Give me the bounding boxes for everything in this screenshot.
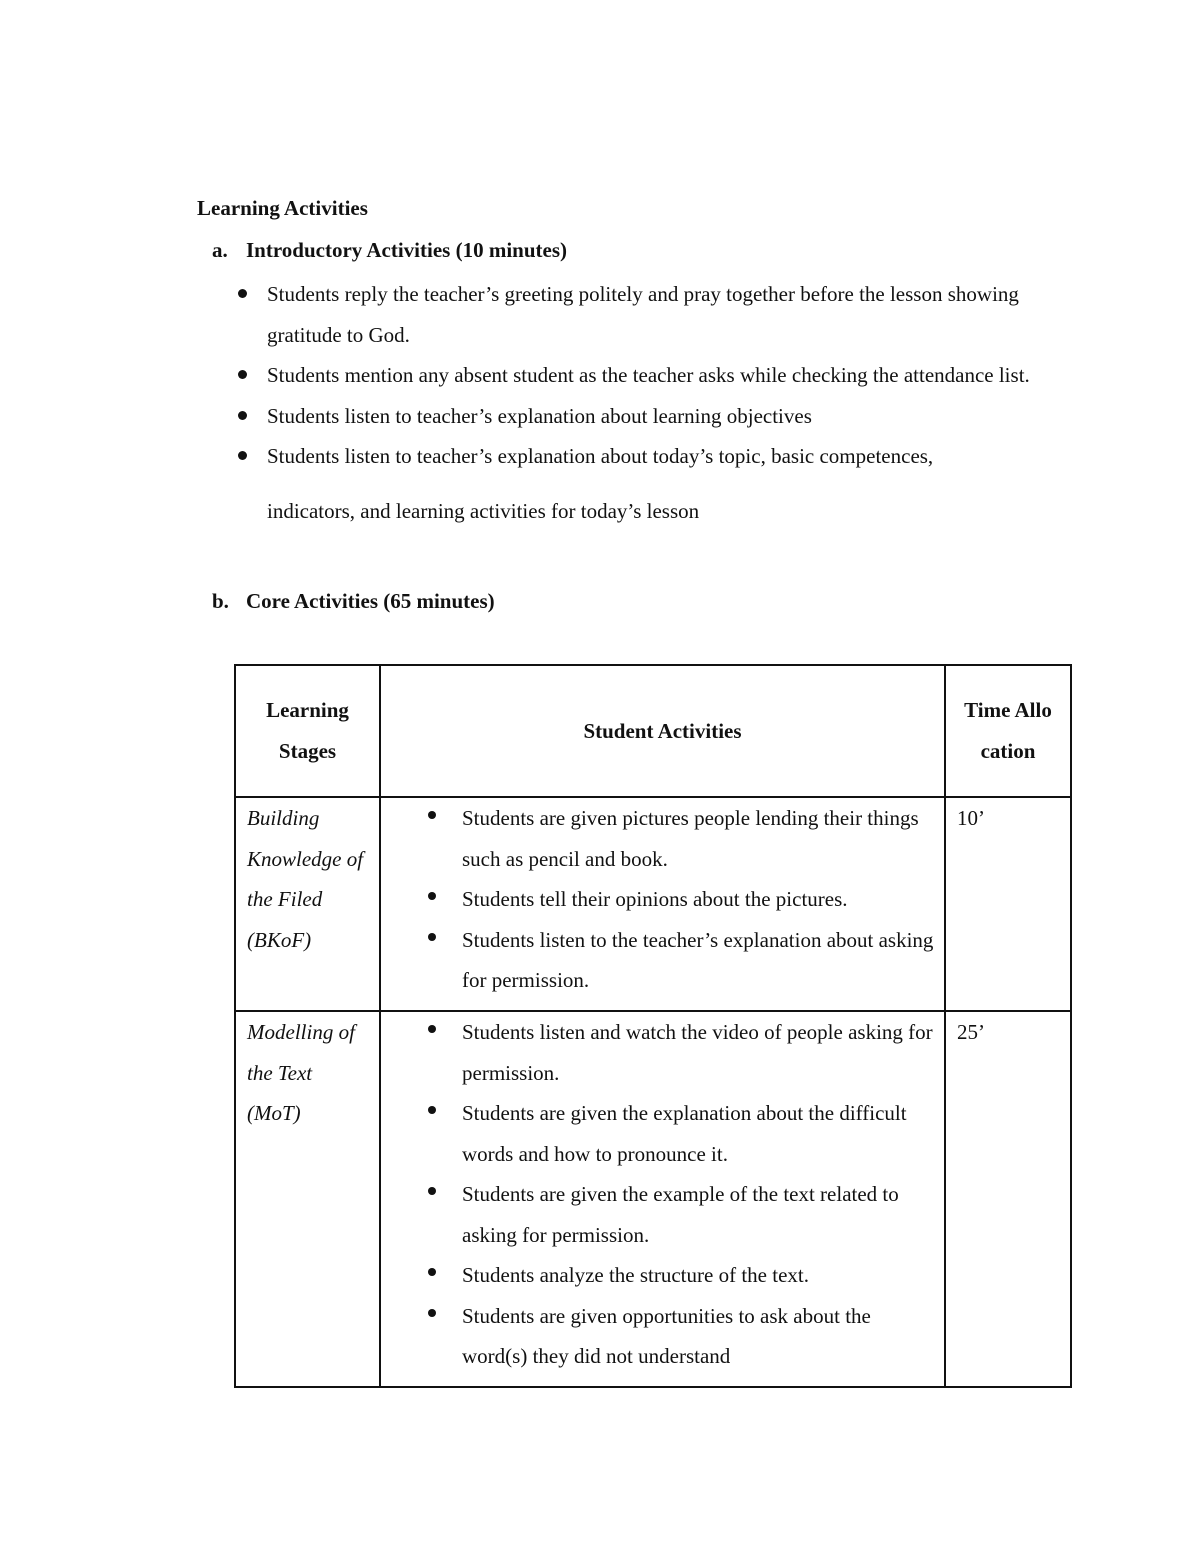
- bullet-icon: [238, 289, 247, 298]
- list-item: [427, 1255, 934, 1296]
- core-activities-title: [212, 589, 495, 614]
- bullet-icon: [238, 451, 247, 460]
- list-item: [238, 274, 1058, 355]
- list-marker: a.: [212, 238, 228, 262]
- header-learning-stages: Learning Stages: [235, 665, 380, 797]
- list-item: [427, 1093, 934, 1174]
- bullet-icon: [428, 933, 436, 941]
- list-item: [238, 396, 1058, 437]
- list-item: [427, 920, 934, 1001]
- list-item-text: Students listen to teacher’s explanation about learning objectives: [267, 403, 812, 428]
- list-item-text: Students are given the example of the text related to asking for permission.: [462, 1182, 899, 1247]
- time-cell: 25’: [945, 1011, 1071, 1387]
- list-item-text: Students reply the teacher’s greeting politely and pray together before the lesson showing gratitude to God.: [267, 282, 1019, 347]
- bullet-icon: [428, 811, 436, 819]
- table-row: [235, 1011, 1071, 1387]
- activities-cell: [380, 1011, 945, 1387]
- introductory-activities-list: [238, 274, 1058, 531]
- table-row: [235, 797, 1071, 1011]
- list-item: [238, 355, 1058, 396]
- bullet-icon: [428, 1268, 436, 1276]
- stage-cell: Building Knowledge of the Filed (BKoF): [235, 797, 380, 1011]
- list-item-text: Students analyze the structure of the text.: [462, 1263, 809, 1287]
- table-header-row: [235, 665, 1071, 797]
- introductory-activities-title: [212, 238, 567, 263]
- list-item-text: Students are given the explanation about the difficult words and how to pronounce it.: [462, 1101, 907, 1166]
- activities-cell: [380, 797, 945, 1011]
- list-item-text: Students tell their opinions about the pictures.: [462, 887, 848, 911]
- stage-cell: Modelling of the Text (MoT): [235, 1011, 380, 1387]
- section-heading: Learning Activities: [197, 196, 368, 220]
- bullet-icon: [428, 1309, 436, 1317]
- bullet-icon: [428, 1106, 436, 1114]
- list-item-text: Students listen and watch the video of people asking for permission.: [462, 1020, 933, 1085]
- activities-list: [381, 1012, 944, 1377]
- core-activities-table: [234, 664, 1072, 1388]
- core-title-text: Core Activities (65 minutes): [246, 589, 495, 613]
- list-marker: b.: [212, 589, 229, 613]
- list-item: [427, 1296, 934, 1377]
- list-item: [427, 1012, 934, 1093]
- bullet-icon: [428, 1187, 436, 1195]
- introductory-title-text: Introductory Activities (10 minutes): [246, 238, 567, 262]
- list-item-text: Students listen to teacher’s explanation about today’s topic, basic competences,: [267, 444, 934, 468]
- list-item: [238, 436, 1058, 531]
- bullet-icon: [428, 1025, 436, 1033]
- list-item-text: Students are given opportunities to ask about the word(s) they did not understand: [462, 1303, 871, 1368]
- time-cell: 10’: [945, 797, 1071, 1011]
- list-item-text: Students mention any absent student as the teacher asks while checking the attendance list.: [267, 363, 1030, 387]
- list-item-text-continued: indicators, and learning activities for today’s lesson: [267, 498, 700, 523]
- header-time-allocation: Time Allocation: [945, 665, 1071, 797]
- bullet-icon: [238, 370, 247, 379]
- activities-list: [381, 798, 944, 1001]
- list-item: [427, 879, 934, 920]
- bullet-icon: [428, 892, 436, 900]
- header-student-activities: Student Activities: [380, 665, 945, 797]
- list-item-text: Students listen to the teacher’s explanation about asking for permission.: [462, 927, 934, 992]
- list-item-text: Students are given pictures people lending their things such as pencil and book.: [462, 806, 919, 871]
- bullet-icon: [238, 411, 247, 420]
- list-item: [427, 1174, 934, 1255]
- list-item: [427, 798, 934, 879]
